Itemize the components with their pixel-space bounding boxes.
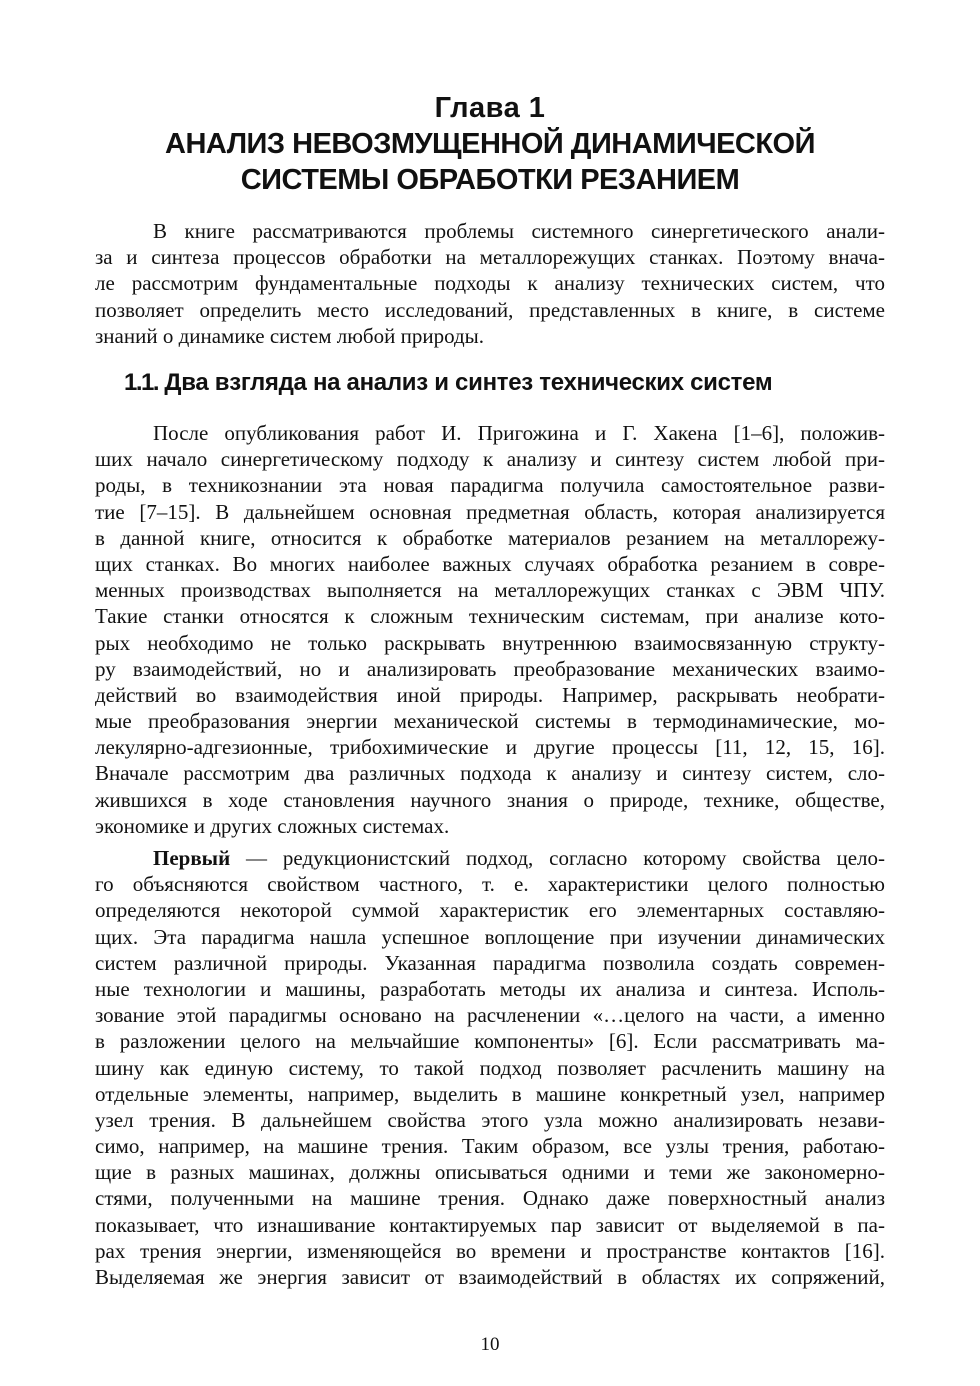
text-line: ру взаимодействий, но и анализировать преобразование механических взаимо- bbox=[95, 656, 885, 681]
text-line: роды, в техникознании эта новая парадигма получила самостоятельное разви- bbox=[95, 473, 885, 498]
body-paragraph-1 bbox=[95, 420, 885, 839]
text-line: симо, например, на машине трения. Таким образом, все узлы трения, работаю- bbox=[95, 1134, 885, 1159]
text-line: щие в разных машинах, должны описываться одними и теми же закономерно- bbox=[95, 1160, 885, 1185]
text-line: в данной книге, относится к обработке материалов резанием на металлорежу- bbox=[95, 525, 885, 550]
intro-paragraph bbox=[95, 218, 885, 349]
text-line: тие [7–15]. В дальнейшем основная предметная область, которая анализируется bbox=[95, 499, 885, 524]
page-number: 10 bbox=[480, 1334, 500, 1355]
lead-line-rest: — редукционистский подход, согласно которому свойства цело- bbox=[230, 846, 885, 870]
text-line: определяются некоторой суммой характеристик его элементарных составляю- bbox=[95, 898, 885, 923]
body-paragraph-2 bbox=[95, 845, 885, 1290]
text-line: систем различной природы. Указанная парадигма позволила создать современ- bbox=[95, 950, 885, 975]
text-line: узел трения. В дальнейшем свойства этого узла можно анализировать незави- bbox=[95, 1107, 885, 1132]
text-line: знаний о динамике систем любой природы. bbox=[95, 323, 485, 348]
text-line: В книге рассматриваются проблемы системного синергетического анали- bbox=[153, 219, 885, 243]
text-line: мые преобразования энергии механической системы в термодинамические, мо- bbox=[95, 709, 885, 734]
section-heading bbox=[124, 368, 772, 398]
text-line: ные технологии и машины, разработать методы их анализа и синтеза. Исполь- bbox=[95, 976, 885, 1001]
section-number: 1.1. bbox=[124, 369, 159, 396]
text-line: действий во взаимодействия иной природы. Например, раскрывать необрати- bbox=[95, 682, 885, 707]
text-line bbox=[95, 845, 885, 871]
chapter-title-line-1: АНАЛИЗ НЕВОЗМУЩЕННОЙ ДИНАМИЧЕСКОЙ bbox=[165, 128, 815, 160]
text-line: позволяет определить место исследований, представленных в книге, в системе bbox=[95, 297, 885, 322]
text-line: Такие станки относятся к сложным техническим системам, при анализе кото- bbox=[95, 604, 885, 629]
text-line: зование этой парадигмы основано на расчленении «…целого на части, а именно bbox=[95, 1003, 885, 1028]
text-line: жившихся в ходе становления научного знания о природе, технике, обществе, bbox=[95, 787, 885, 812]
text-line: рах трения энергии, изменяющейся во времени и пространстве контактов [16]. bbox=[95, 1238, 885, 1263]
text-line: ле рассмотрим фундаментальные подходы к анализу технических систем, что bbox=[95, 271, 885, 296]
text-line: Вначале рассмотрим два различных подхода к анализу и синтезу систем, сло- bbox=[95, 761, 885, 786]
chapter-number: Глава 1 bbox=[434, 92, 546, 124]
text-line: стями, полученными на машине трения. Однако даже поверхностный анализ bbox=[95, 1186, 885, 1211]
chapter-heading bbox=[95, 90, 885, 198]
text-line: экономике и других сложных системах. bbox=[95, 813, 450, 838]
text-line: щих станках. Во многих наиболее важных случаях обработка резанием в совре- bbox=[95, 551, 885, 576]
text-line: го объясняются свойством частного, т. е. характеристики целого полностью bbox=[95, 872, 885, 897]
lead-term: Первый bbox=[153, 846, 231, 870]
text-line: ших начало синергетическому подходу к анализу и синтезу систем любой при- bbox=[95, 447, 885, 472]
text-line: шину как единую систему, то такой подход позволяет расчленить машину на bbox=[95, 1055, 885, 1080]
text-line: показывает, что изнашивание контактируемых пар зависит от выделяемой в па- bbox=[95, 1212, 885, 1237]
text-line: После опубликования работ И. Пригожина и Г. Хакена [1–6], положив- bbox=[153, 421, 885, 445]
section-title: Два взгляда на анализ и синтез технических систем bbox=[164, 369, 773, 396]
text-line: отдельные элементы, например, выделить в машине конкретный узел, например bbox=[95, 1081, 885, 1106]
text-line: менных производствах выполняется на металлорежущих станках с ЭВМ ЧПУ. bbox=[95, 578, 885, 603]
text-line: Выделяемая же энергия зависит от взаимодействий в областях их сопряжений, bbox=[95, 1265, 885, 1289]
text-line: рых необходимо не только раскрывать внутреннюю взаимосвязанную структу- bbox=[95, 630, 885, 655]
text-line: за и синтеза процессов обработки на металлорежущих станках. Поэтому внача- bbox=[95, 245, 885, 270]
text-line: лекулярно-адгезионные, трибохимические и другие процессы [11, 12, 15, 16]. bbox=[95, 735, 885, 760]
text-line: в разложении целого на мельчайшие компоненты» [6]. Если рассматривать ма- bbox=[95, 1029, 885, 1054]
text-line: щих. Эта парадигма нашла успешное воплощение при изучении динамических bbox=[95, 924, 885, 949]
chapter-title-line-2: СИСТЕМЫ ОБРАБОТКИ РЕЗАНИЕМ bbox=[240, 164, 740, 196]
